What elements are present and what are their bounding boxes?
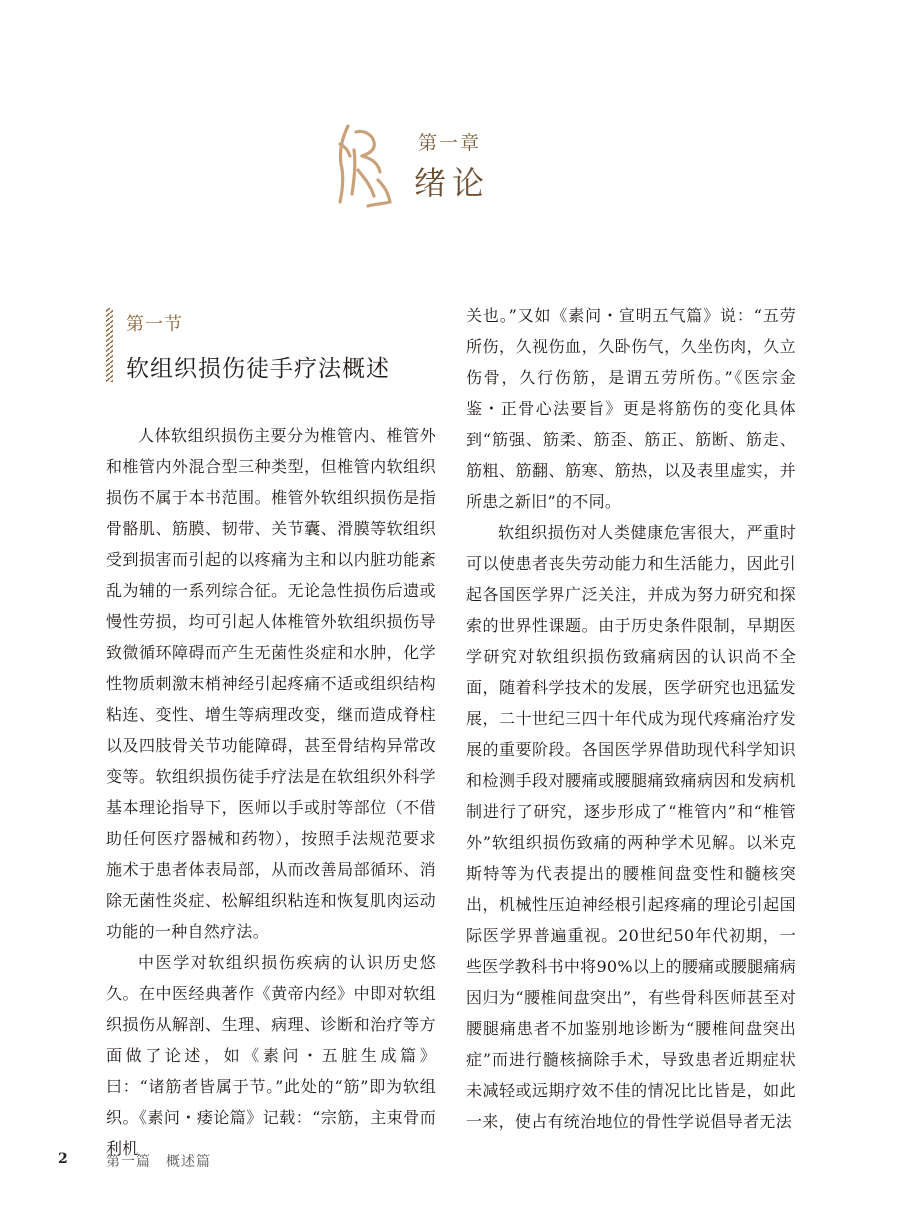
paragraph: 关也。”又如《素问・宣明五气篇》说：“五劳所伤，久视伤血，久卧伤气，久坐伤肉，久立伤骨，久行伤筋，是谓五劳所伤。”《医宗金鉴・正骨心法要旨》更是将筋伤的变化具体到“筋强、筋柔、筋歪、筋正、筋断、筋走、筋粗、筋翻、筋寒、筋热，以及表里虚实，并所患之新旧”的不同。	[466, 306, 796, 511]
section-number: 第一节	[126, 314, 183, 335]
paragraph: 软组织损伤对人类健康危害很大，严重时可以使患者丧失劳动能力和生活能力，因此引起各国医学界广泛关注，并成为努力研究和探索的世界性课题。由于历史条件限制，早期医学研究对软组织损伤致痛病因的认识尚不全面，随着科学技术的发展，医学研究也迅猛发展，二十世纪三四十年代成为现代疼痛治疗发展的重要阶段。各国医学界借助现代科学知识和检测手段对腰痛或腰腿痛致痛病因和发病机制进行了研究，逐步形成了“椎管内”和“椎管外”软组织损伤致痛的两种学术见解。以米克斯特等为代表提出的腰椎间盘变性和髓核突出，机械性压迫神经根引起疼痛的理论引起国际医学界普遍重视。20世纪50年代初期，一些医学教科书中将90%以上的腰痛或腰腿痛病因归为“腰椎间盘突出”，有些骨科医师甚至对腰腿痛患者不加鉴别地诊断为“腰椎间盘突出症”而进行髓核摘除手术，导致患者近期症状未减轻或远期疗效不佳的情况比比皆是，如此一来，使占有统治地位的骨性学说倡导者无法	[466, 523, 796, 1131]
page-number: 2	[58, 1151, 68, 1167]
running-head: 第一篇 概述篇	[106, 1154, 211, 1170]
right-column	[466, 300, 796, 1137]
paragraph: 人体软组织损伤主要分为椎管内、椎管外和椎管内外混合型三种类型，但椎管内软组织损伤不属于本书范围。椎管外软组织损伤是指骨骼肌、筋膜、韧带、关节囊、滑膜等软组织受到损害而引起的以疼痛为主和以内脏功能紊乱为辅的一系列综合征。无论急性损伤后遗或慢性劳损，均可引起人体椎管外软组织损伤导致微循环障碍而产生无菌性炎症和水肿，化学性物质刺激末梢神经引起疼痛不适或组织结构粘连、变性、增生等病理改变，继而造成脊柱以及四肢骨关节功能障碍，甚至骨结构异常改变等。软组织损伤徒手疗法是在软组织外科学基本理论指导下，医师以手或肘等部位（不借助任何医疗器械和药物），按照手法规范要求施术于患者体表局部，从而改善局部循环、消除无菌性炎症、松解组织粘连和恢复肌肉运动功能的一种自然疗法。	[106, 426, 436, 941]
section-title: 软组织损伤徒手疗法概述	[126, 356, 390, 382]
chapter-header	[0, 0, 900, 260]
hatched-bar-icon	[104, 308, 116, 382]
calligraphy-mark-icon	[334, 120, 396, 210]
chapter-number: 第一章	[418, 132, 482, 154]
chapter-title: 绪论	[414, 164, 491, 202]
left-column	[106, 420, 436, 1164]
paragraph: 中医学对软组织损伤疾病的认识历史悠久。在中医经典著作《黄帝内经》中即对软组织损伤从解剖、生理、病理、诊断和治疗等方面做了论述，如《素问・五脏生成篇》曰：“诸筋者皆属于节。”此处的“筋”即为软组织。《素问・痿论篇》记载：“宗筋，主束骨而利机	[106, 953, 436, 1158]
